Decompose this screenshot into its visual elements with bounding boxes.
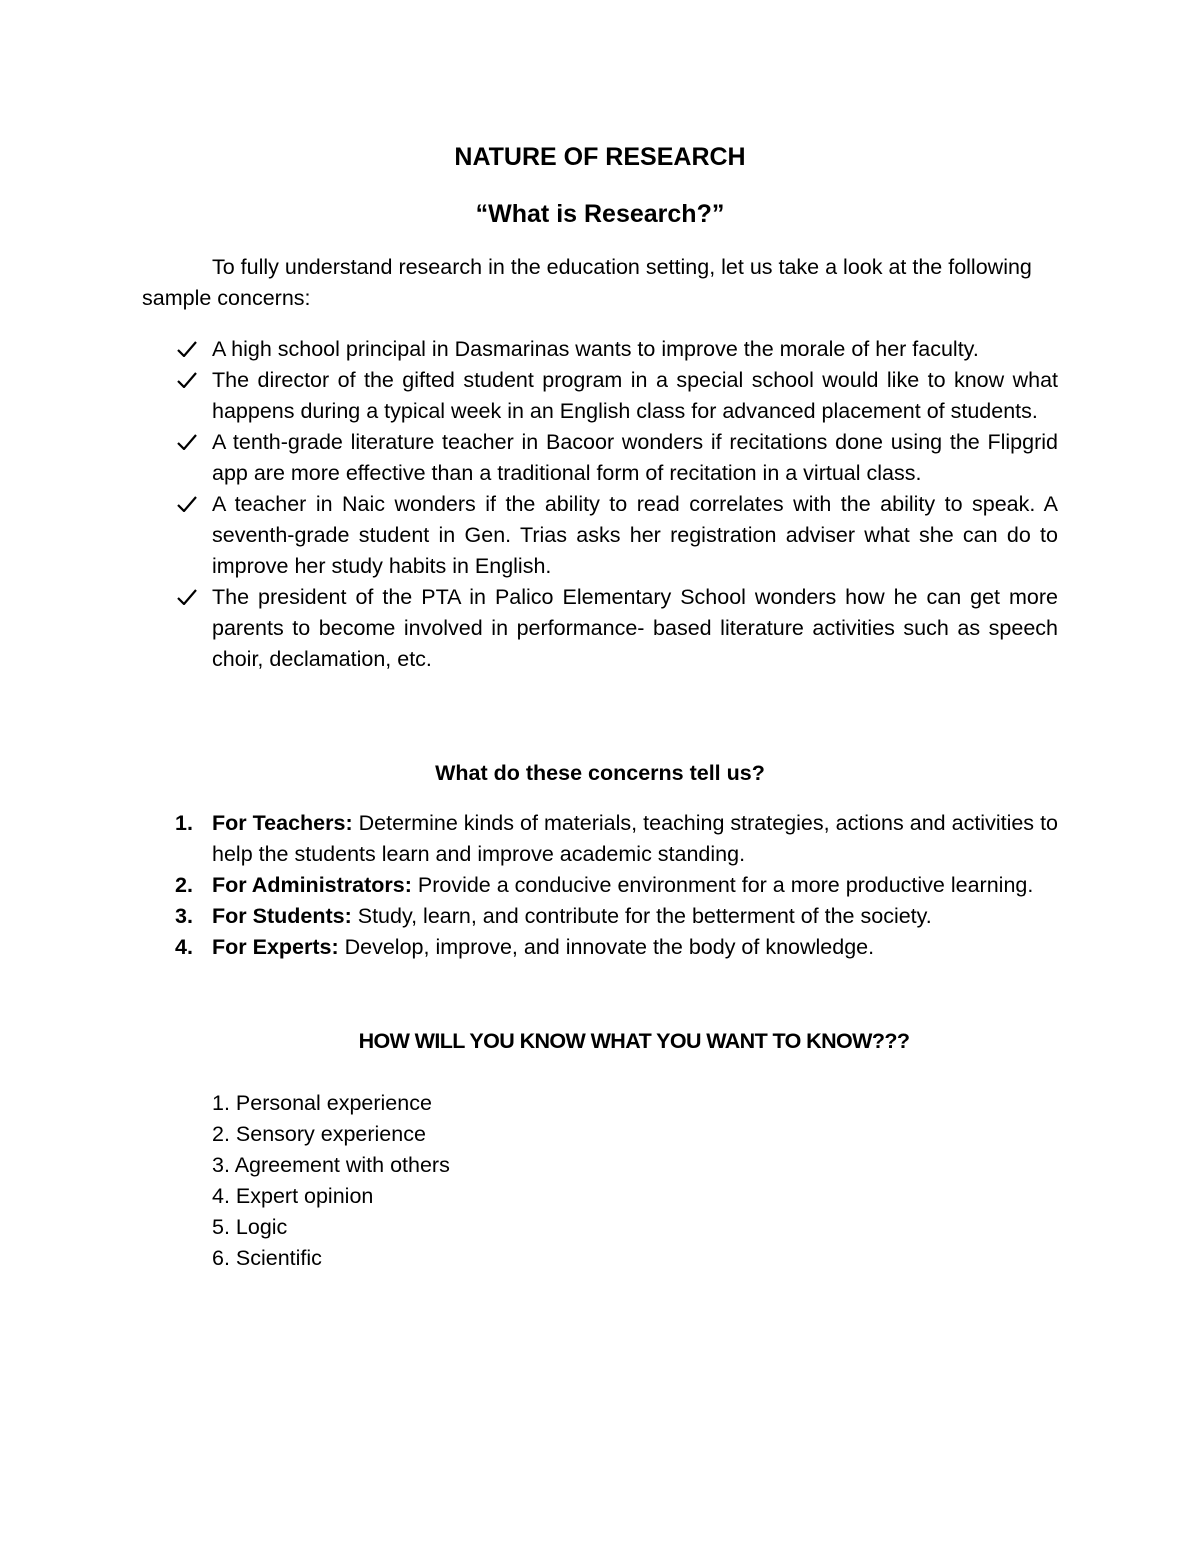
document-subtitle: “What is Research?” (475, 200, 725, 228)
ways-of-knowing-list (212, 1088, 450, 1274)
concern-text: The director of the gifted student program in a special school would like to know what happens during a typical week in an English class for advanced placement of students. (212, 368, 1058, 423)
role-item (142, 870, 1058, 901)
document-title: NATURE OF RESEARCH (454, 143, 746, 171)
checkmark-icon (177, 582, 199, 613)
way-item: 2. Sensory experience (212, 1122, 426, 1146)
concerns-list (142, 334, 1058, 675)
concern-item (142, 582, 1058, 675)
intro-paragraph: To fully understand research in the education setting, let us take a look at the following sample concerns: (142, 255, 1032, 310)
way-item: 5. Logic (212, 1215, 288, 1239)
role-number: 1. (175, 811, 193, 835)
role-text: Determine kinds of materials, teaching strategies, actions and activities to help the students learn and improve academic standing. (212, 811, 1058, 866)
checkmark-icon (177, 334, 199, 365)
role-name: For Students: (212, 904, 352, 928)
role-number: 3. (175, 904, 193, 928)
role-name: For Experts: (212, 935, 339, 959)
way-item: 1. Personal experience (212, 1091, 432, 1115)
concern-item (142, 427, 1058, 489)
way-item: 4. Expert opinion (212, 1184, 374, 1208)
role-name: For Administrators: (212, 873, 412, 897)
way-item: 6. Scientific (212, 1246, 322, 1270)
concerns-heading: What do these concerns tell us? (435, 761, 765, 785)
checkmark-icon (177, 489, 199, 520)
checkmark-icon (177, 365, 199, 396)
role-text: Provide a conducive environment for a more productive learning. (411, 873, 1034, 897)
role-text: Study, learn, and contribute for the betterment of the society. (351, 904, 932, 928)
concern-item (142, 334, 1058, 365)
role-number: 4. (175, 935, 193, 959)
know-heading: HOW WILL YOU KNOW WHAT YOU WANT TO KNOW??? (358, 1029, 910, 1053)
way-item: 3. Agreement with others (212, 1153, 450, 1177)
concern-text: The president of the PTA in Palico Elementary School wonders how he can get more parents to become involved in performance- based literature activities such as speech choir, declamation, etc. (212, 585, 1058, 671)
role-item (142, 932, 1058, 963)
role-item (142, 901, 1058, 932)
concern-item (142, 365, 1058, 427)
concern-text: A tenth-grade literature teacher in Bacoor wonders if recitations done using the Flipgrid app are more effective than a traditional form of recitation in a virtual class. (212, 430, 1058, 485)
role-text: Develop, improve, and innovate the body of knowledge. (338, 935, 875, 959)
roles-list (142, 808, 1058, 963)
role-number: 2. (175, 873, 193, 897)
concern-text: A high school principal in Dasmarinas wants to improve the morale of her faculty. (212, 337, 979, 361)
role-name: For Teachers: (212, 811, 353, 835)
concern-text: A teacher in Naic wonders if the ability to read correlates with the ability to speak. A seventh-grade student in Gen. Trias asks her registration adviser what she can do to improve her study habits in English. (212, 492, 1058, 578)
concern-item (142, 489, 1058, 582)
role-item (142, 808, 1058, 870)
checkmark-icon (177, 427, 199, 458)
